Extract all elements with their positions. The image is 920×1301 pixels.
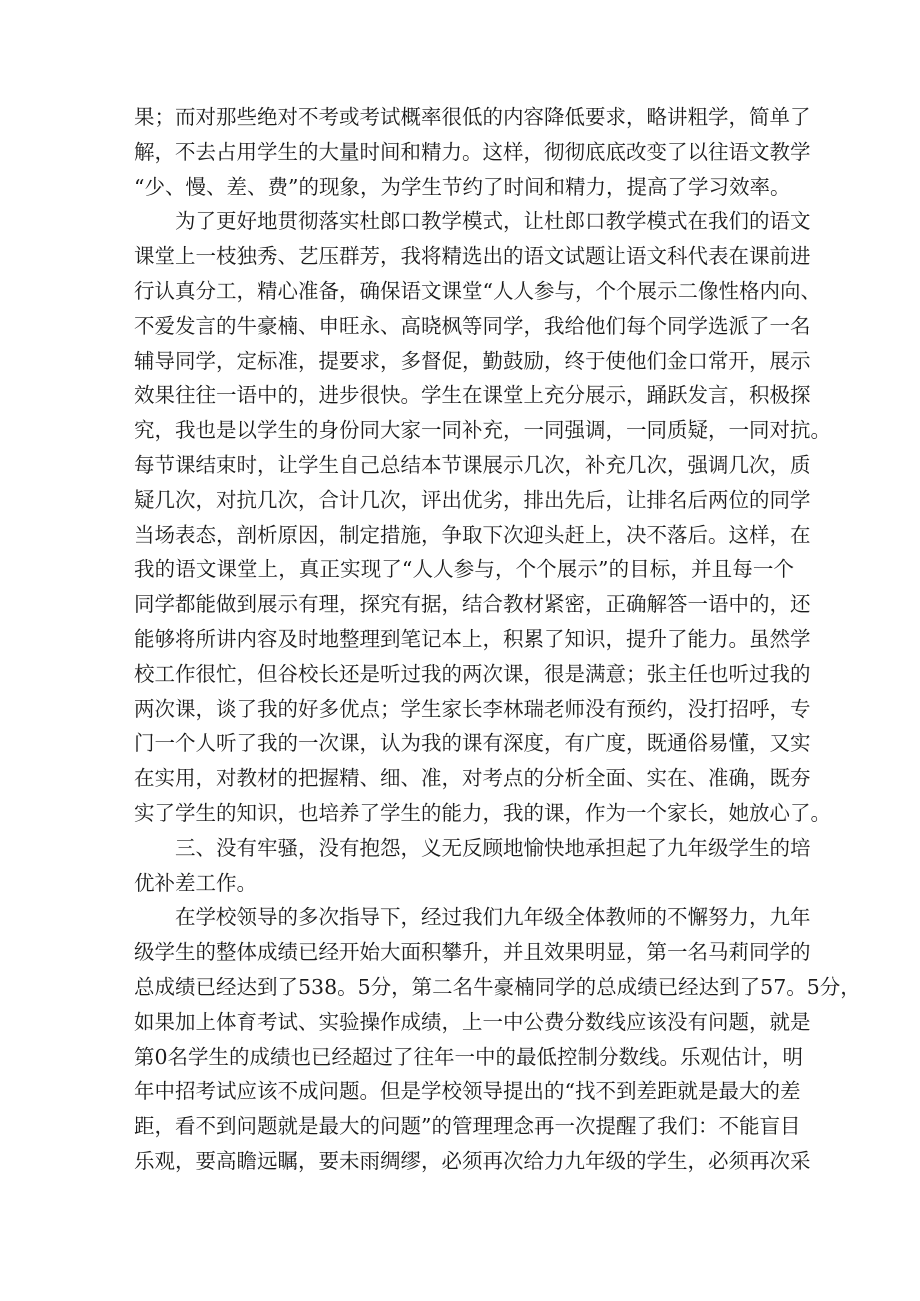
text-line: 不爱发言的牛豪楠、申旺永、高晓枫等同学，我给他们每个同学选派了一名 bbox=[134, 313, 811, 338]
text-line: 级学生的整体成绩已经开始大面积攀升，并且效果明显，第一名马莉同学的 bbox=[134, 940, 811, 965]
text-line: 同学都能做到展示有理，探究有据，结合教材紧密，正确解答一语中的，还 bbox=[134, 592, 811, 617]
text-line: 效果往往一语中的，进步很快。学生在课堂上充分展示，踊跃发言，积极探 bbox=[134, 383, 811, 408]
text-line: 我的语文课堂上，真正实现了“人人参与，个个展示”的目标，并且每一个 bbox=[134, 557, 794, 582]
text-line: 当场表态，剖析原因，制定措施，争取下次迎头赶上，决不落后。这样，在 bbox=[134, 522, 811, 547]
text-line: 行认真分工，精心准备，确保语文课堂“人人参与，个个展示二像性格内向、 bbox=[134, 278, 821, 303]
text-line: 疑几次，对抗几次，合计几次，评出优劣，排出先后，让排名后两位的同学 bbox=[134, 487, 811, 512]
text-line: 两次课，谈了我的好多优点；学生家长李林瑞老师没有预约，没打招呼，专 bbox=[134, 696, 811, 721]
paragraph bbox=[134, 900, 861, 1178]
text-line: 在学校领导的多次指导下，经过我们九年级全体教师的不懈努力，九年 bbox=[175, 905, 811, 930]
text-line: 距，看不到问题就是最大的问题”的管理理念再一次提醒了我们：不能盲目 bbox=[134, 1114, 801, 1139]
text-line: 每节课结束时，让学生自己总结本节课展示几次，补充几次，强调几次，质 bbox=[134, 452, 811, 477]
text-line: 在实用，对教材的把握精、细、准，对考点的分析全面、实在、准确，既夯 bbox=[134, 766, 811, 791]
text-line: 如果加上体育考试、实验操作成绩，上一中公费分数线应该没有问题，就是 bbox=[134, 1009, 811, 1034]
text-line: 优补差工作。 bbox=[134, 870, 257, 895]
text-line: 校工作很忙，但谷校长还是听过我的两次课，很是满意；张主任也听过我的 bbox=[134, 661, 811, 686]
paragraph bbox=[134, 204, 831, 830]
paragraph bbox=[134, 831, 811, 901]
text-line: 乐观，要高瞻远瞩，要未雨绸缪，必须再次给力九年级的学生，必须再次采 bbox=[134, 1148, 811, 1173]
text-line: 年中招考试应该不成问题。但是学校领导提出的“找不到差距就是最大的差 bbox=[134, 1079, 801, 1104]
text-line: 实了学生的知识，也培养了学生的能力，我的课，作为一个家长，她放心了。 bbox=[134, 800, 831, 825]
text-line: 解，不去占用学生的大量时间和精力。这样，彻彻底底改变了以往语文教学 bbox=[134, 139, 811, 164]
text-line: “少、慢、差、费”的现象，为学生节约了时间和精力，提高了学习效率。 bbox=[134, 174, 791, 199]
text-line: 门一个人听了我的一次课，认为我的课有深度，有广度，既通俗易懂，又实 bbox=[134, 731, 811, 756]
paragraph bbox=[134, 100, 811, 204]
text-line: 第0名学生的成绩也已经超过了往年一中的最低控制分数线。乐观估计，明 bbox=[134, 1044, 804, 1069]
text-line: 三、没有牢骚，没有抱怨，义无反顾地愉快地承担起了九年级学生的培 bbox=[175, 835, 811, 860]
text-line: 辅导同学，定标准，提要求，多督促，勤鼓励，终于使他们金口常开，展示 bbox=[134, 348, 811, 373]
text-line: 果；而对那些绝对不考或考试概率很低的内容降低要求，略讲粗学，简单了 bbox=[134, 105, 811, 129]
text-line: 究，我也是以学生的身份同大家一同补充，一同强调，一同质疑，一同对抗。 bbox=[134, 418, 831, 443]
text-line: 能够将所讲内容及时地整理到笔记本上，积累了知识，提升了能力。虽然学 bbox=[134, 626, 811, 651]
text-line: 课堂上一枝独秀、艺压群芳，我将精选出的语文试题让语文科代表在课前进 bbox=[134, 244, 811, 269]
body-text bbox=[134, 100, 861, 1179]
text-line: 总成绩已经达到了538。5分，第二名牛豪楠同学的总成绩已经达到了57。5分， bbox=[134, 974, 861, 999]
text-line: 为了更好地贯彻落实杜郎口教学模式，让杜郎口教学模式在我们的语文 bbox=[175, 209, 811, 234]
